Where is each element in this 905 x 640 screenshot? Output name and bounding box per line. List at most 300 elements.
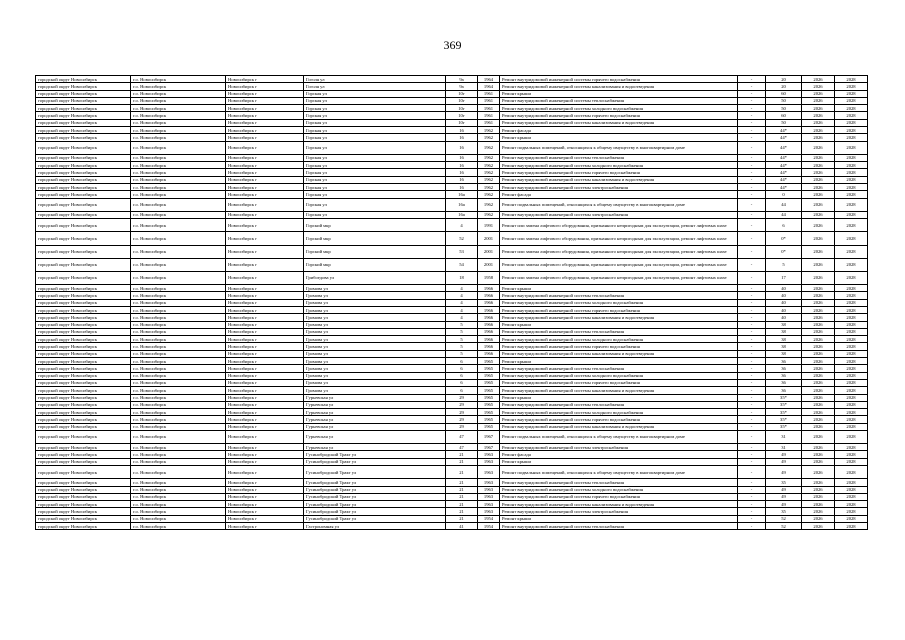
table-row xyxy=(36,501,868,508)
street-cell: Гастрономная ул xyxy=(304,523,446,530)
dash-cell: - xyxy=(738,328,766,335)
year-start-cell: 2026 xyxy=(802,299,835,306)
city-cell: Новосибирск г xyxy=(226,184,304,191)
house-number-cell: 54 xyxy=(446,258,478,271)
value-cell: 31 xyxy=(766,431,802,444)
dash-cell: - xyxy=(738,141,766,154)
value-cell: 0* xyxy=(766,245,802,258)
city-cell: Новосибирск г xyxy=(226,134,304,141)
year-end-cell: 2028 xyxy=(835,493,868,500)
district-cell: г.о. Новосибирск xyxy=(131,184,226,191)
year-end-cell: 2028 xyxy=(835,90,868,97)
table-row xyxy=(36,292,868,299)
city-cell: Новосибирск г xyxy=(226,409,304,416)
house-number-cell: 21 xyxy=(446,515,478,522)
page-number: 369 xyxy=(443,38,462,52)
year-end-cell: 2028 xyxy=(835,176,868,183)
table-row xyxy=(36,97,868,104)
district-cell: г.о. Новосибирск xyxy=(131,154,226,161)
year-end-cell: 2028 xyxy=(835,365,868,372)
value-cell: 38 xyxy=(766,343,802,350)
value-cell: 44* xyxy=(766,184,802,191)
value-cell: 36 xyxy=(766,365,802,372)
house-number-cell: 10г xyxy=(446,112,478,119)
street-cell: Громова ул xyxy=(304,292,446,299)
year-start-cell: 2026 xyxy=(802,387,835,394)
city-cell: Новосибирск г xyxy=(226,299,304,306)
district-cell: г.о. Новосибирск xyxy=(131,409,226,416)
dash-cell: - xyxy=(738,232,766,245)
year-start-cell: 2026 xyxy=(802,292,835,299)
municipality-cell: городской округ Новосибирск xyxy=(36,365,131,372)
table-row xyxy=(36,314,868,321)
value-cell: 5 xyxy=(766,258,802,271)
house-number-cell: 16а xyxy=(446,198,478,211)
year-end-cell: 2028 xyxy=(835,112,868,119)
year-cell: 1962 xyxy=(478,162,500,169)
municipality-cell: городской округ Новосибирск xyxy=(36,416,131,423)
table-row xyxy=(36,90,868,97)
municipality-cell: городской округ Новосибирск xyxy=(36,119,131,126)
year-start-cell: 2026 xyxy=(802,372,835,379)
year-end-cell: 2028 xyxy=(835,119,868,126)
table-row xyxy=(36,198,868,211)
table-row xyxy=(36,176,868,183)
year-cell: 1963 xyxy=(478,451,500,458)
year-end-cell: 2028 xyxy=(835,423,868,430)
dash-cell: - xyxy=(738,162,766,169)
year-start-cell: 2026 xyxy=(802,198,835,211)
year-cell: 1966 xyxy=(478,306,500,313)
value-cell: 36 xyxy=(766,379,802,386)
year-end-cell: 2028 xyxy=(835,83,868,90)
district-cell: г.о. Новосибирск xyxy=(131,97,226,104)
table-row xyxy=(36,271,868,284)
municipality-cell: городской округ Новосибирск xyxy=(36,394,131,401)
work-type-cell: Ремонт внутридомовой инженерной системы теплоснабжения xyxy=(500,292,738,299)
work-type-cell: Ремонт внутридомовой инженерной системы горячего водоснабжения xyxy=(500,112,738,119)
value-cell: 38 xyxy=(766,328,802,335)
value-cell: 44* xyxy=(766,176,802,183)
year-end-cell: 2028 xyxy=(835,271,868,284)
house-number-cell: 4 xyxy=(446,306,478,313)
municipality-cell: городской округ Новосибирск xyxy=(36,314,131,321)
house-number-cell: 4 xyxy=(446,299,478,306)
municipality-cell: городской округ Новосибирск xyxy=(36,451,131,458)
table-row xyxy=(36,105,868,112)
year-cell: 1962 xyxy=(478,176,500,183)
work-type-cell: Ремонт подвальных помещений, относящихся к общему имуществу в многоквартирном доме xyxy=(500,141,738,154)
house-number-cell: 21 xyxy=(446,458,478,465)
district-cell: г.о. Новосибирск xyxy=(131,76,226,83)
year-end-cell: 2028 xyxy=(835,232,868,245)
work-type-cell: Ремонт внутридомовой инженерной системы горячего водоснабжения xyxy=(500,493,738,500)
street-cell: Гурьевская ул xyxy=(304,416,446,423)
city-cell: Новосибирск г xyxy=(226,394,304,401)
house-number-cell: 53 xyxy=(446,245,478,258)
municipality-cell: городской округ Новосибирск xyxy=(36,328,131,335)
dash-cell: - xyxy=(738,314,766,321)
table-row xyxy=(36,76,868,83)
city-cell: Новосибирск г xyxy=(226,314,304,321)
house-number-cell: 16а xyxy=(446,191,478,198)
table-row xyxy=(36,258,868,271)
work-type-cell: Ремонт внутридомовой инженерной системы горячего водоснабжения xyxy=(500,169,738,176)
city-cell: Новосибирск г xyxy=(226,285,304,292)
house-number-cell: 6 xyxy=(446,387,478,394)
value-cell: 49 xyxy=(766,486,802,493)
value-cell: 50 xyxy=(766,97,802,104)
dash-cell: - xyxy=(738,245,766,258)
value-cell: 35* xyxy=(766,409,802,416)
year-end-cell: 2028 xyxy=(835,416,868,423)
year-start-cell: 2026 xyxy=(802,211,835,218)
year-cell: 1963 xyxy=(478,466,500,479)
city-cell: Новосибирск г xyxy=(226,271,304,284)
municipality-cell: городской округ Новосибирск xyxy=(36,211,131,218)
year-end-cell: 2028 xyxy=(835,154,868,161)
year-start-cell: 2026 xyxy=(802,258,835,271)
work-type-cell: Ремонт внутридомовой инженерной системы теплоснабжения xyxy=(500,365,738,372)
city-cell: Новосибирск г xyxy=(226,416,304,423)
value-cell: 44* xyxy=(766,127,802,134)
year-end-cell: 2028 xyxy=(835,379,868,386)
value-cell: 50 xyxy=(766,105,802,112)
year-end-cell: 2028 xyxy=(835,394,868,401)
district-cell: г.о. Новосибирск xyxy=(131,198,226,211)
value-cell: 44* xyxy=(766,169,802,176)
street-cell: Гусинобродский Тракт ул xyxy=(304,515,446,522)
district-cell: г.о. Новосибирск xyxy=(131,169,226,176)
district-cell: г.о. Новосибирск xyxy=(131,119,226,126)
table-row xyxy=(36,321,868,328)
year-start-cell: 2026 xyxy=(802,232,835,245)
street-cell: Горская ул xyxy=(304,169,446,176)
house-number-cell: 16 xyxy=(446,184,478,191)
value-cell: 35* xyxy=(766,423,802,430)
street-cell: Громова ул xyxy=(304,365,446,372)
municipality-cell: городской округ Новосибирск xyxy=(36,271,131,284)
work-type-cell: Ремонт крыши xyxy=(500,394,738,401)
house-number-cell: 4 xyxy=(446,292,478,299)
year-end-cell: 2028 xyxy=(835,299,868,306)
municipality-cell: городской округ Новосибирск xyxy=(36,423,131,430)
work-type-cell: Ремонт крыши xyxy=(500,134,738,141)
municipality-cell: городской округ Новосибирск xyxy=(36,444,131,451)
street-cell: Громова ул xyxy=(304,358,446,365)
street-cell: Горская ул xyxy=(304,198,446,211)
table-row xyxy=(36,336,868,343)
table-row xyxy=(36,479,868,486)
street-cell: Горская ул xyxy=(304,211,446,218)
street-cell: Гоголя ул xyxy=(304,83,446,90)
dash-cell: - xyxy=(738,105,766,112)
municipality-cell: городской округ Новосибирск xyxy=(36,387,131,394)
municipality-cell: городской округ Новосибирск xyxy=(36,458,131,465)
dash-cell: - xyxy=(738,501,766,508)
year-cell: 1965 xyxy=(478,379,500,386)
year-end-cell: 2028 xyxy=(835,258,868,271)
year-cell: 1963 xyxy=(478,479,500,486)
year-end-cell: 2028 xyxy=(835,245,868,258)
district-cell: г.о. Новосибирск xyxy=(131,292,226,299)
dash-cell: - xyxy=(738,416,766,423)
dash-cell: - xyxy=(738,90,766,97)
district-cell: г.о. Новосибирск xyxy=(131,343,226,350)
municipality-cell: городской округ Новосибирск xyxy=(36,285,131,292)
table-row xyxy=(36,523,868,530)
municipality-cell: городской округ Новосибирск xyxy=(36,299,131,306)
year-end-cell: 2028 xyxy=(835,358,868,365)
district-cell: г.о. Новосибирск xyxy=(131,423,226,430)
district-cell: г.о. Новосибирск xyxy=(131,105,226,112)
work-type-cell: Ремонт внутридомовой инженерной системы канализования и водоотведения xyxy=(500,501,738,508)
table-row xyxy=(36,299,868,306)
street-cell: Громова ул xyxy=(304,387,446,394)
value-cell: 35* xyxy=(766,394,802,401)
year-start-cell: 2026 xyxy=(802,431,835,444)
year-start-cell: 2026 xyxy=(802,76,835,83)
value-cell: 44 xyxy=(766,211,802,218)
year-start-cell: 2026 xyxy=(802,119,835,126)
year-start-cell: 2026 xyxy=(802,154,835,161)
year-start-cell: 2026 xyxy=(802,350,835,357)
year-cell: 2001 xyxy=(478,245,500,258)
work-type-cell: Ремонт внутридомовой инженерной системы теплоснабжения xyxy=(500,97,738,104)
value-cell: 17 xyxy=(766,271,802,284)
year-cell: 2001 xyxy=(478,232,500,245)
year-cell: 1966 xyxy=(478,321,500,328)
table-row xyxy=(36,328,868,335)
year-cell: 1966 xyxy=(478,314,500,321)
work-type-cell: Ремонт внутридомовой инженерной системы горячего водоснабжения xyxy=(500,306,738,313)
work-type-cell: Ремонт или замена лифтового оборудования, признанного непригодным для эксплуатации, ремонт лифтовых шахт xyxy=(500,258,738,271)
table-row xyxy=(36,365,868,372)
year-cell: 1963 xyxy=(478,493,500,500)
work-type-cell: Ремонт или замена лифтового оборудования, признанного непригодным для эксплуатации, ремонт лифтовых шахт xyxy=(500,219,738,232)
city-cell: Новосибирск г xyxy=(226,306,304,313)
dash-cell: - xyxy=(738,515,766,522)
house-number-cell: 9а xyxy=(446,76,478,83)
year-end-cell: 2028 xyxy=(835,314,868,321)
year-start-cell: 2026 xyxy=(802,479,835,486)
street-cell: Гурьевская ул xyxy=(304,409,446,416)
house-number-cell: 6 xyxy=(446,379,478,386)
house-number-cell: 21 xyxy=(446,508,478,515)
house-number-cell: 5 xyxy=(446,328,478,335)
work-type-cell: Ремонт подвальных помещений, относящихся к общему имуществу в многоквартирном доме xyxy=(500,198,738,211)
year-start-cell: 2026 xyxy=(802,134,835,141)
work-type-cell: Ремонт внутридомовой инженерной системы канализования и водоотведения xyxy=(500,119,738,126)
year-cell: 1962 xyxy=(478,127,500,134)
district-cell: г.о. Новосибирск xyxy=(131,258,226,271)
year-end-cell: 2028 xyxy=(835,444,868,451)
year-cell: 1966 xyxy=(478,285,500,292)
year-cell: 1961 xyxy=(478,97,500,104)
year-end-cell: 2028 xyxy=(835,191,868,198)
year-cell: 1966 xyxy=(478,350,500,357)
year-cell: 1954 xyxy=(478,523,500,530)
municipality-cell: городской округ Новосибирск xyxy=(36,350,131,357)
district-cell: г.о. Новосибирск xyxy=(131,486,226,493)
house-number-cell: 16 xyxy=(446,176,478,183)
work-type-cell: Ремонт внутридомовой инженерной системы канализования и водоотведения xyxy=(500,423,738,430)
house-number-cell: 16 xyxy=(446,169,478,176)
dash-cell: - xyxy=(738,112,766,119)
table-row xyxy=(36,343,868,350)
work-type-cell: Ремонт внутридомовой инженерной системы горячего водоснабжения xyxy=(500,343,738,350)
dash-cell: - xyxy=(738,211,766,218)
year-end-cell: 2028 xyxy=(835,523,868,530)
municipality-cell: городской округ Новосибирск xyxy=(36,486,131,493)
municipality-cell: городской округ Новосибирск xyxy=(36,466,131,479)
house-number-cell: 41 xyxy=(446,523,478,530)
house-number-cell: 21 xyxy=(446,479,478,486)
municipality-cell: городской округ Новосибирск xyxy=(36,83,131,90)
dash-cell: - xyxy=(738,350,766,357)
table-row xyxy=(36,515,868,522)
work-type-cell: Ремонт фасада xyxy=(500,127,738,134)
year-start-cell: 2026 xyxy=(802,245,835,258)
city-cell: Новосибирск г xyxy=(226,219,304,232)
district-cell: г.о. Новосибирск xyxy=(131,451,226,458)
year-start-cell: 2026 xyxy=(802,141,835,154)
district-cell: г.о. Новосибирск xyxy=(131,83,226,90)
street-cell: Горская ул xyxy=(304,154,446,161)
street-cell: Громова ул xyxy=(304,321,446,328)
year-start-cell: 2026 xyxy=(802,444,835,451)
street-cell: Гусинобродский Тракт ул xyxy=(304,479,446,486)
value-cell: 36 xyxy=(766,372,802,379)
table-row xyxy=(36,184,868,191)
city-cell: Новосибирск г xyxy=(226,141,304,154)
year-end-cell: 2028 xyxy=(835,306,868,313)
district-cell: г.о. Новосибирск xyxy=(131,134,226,141)
value-cell: 38 xyxy=(766,350,802,357)
city-cell: Новосибирск г xyxy=(226,245,304,258)
table-row xyxy=(36,372,868,379)
city-cell: Новосибирск г xyxy=(226,523,304,530)
table-row xyxy=(36,358,868,365)
house-number-cell: 10г xyxy=(446,97,478,104)
table-row xyxy=(36,119,868,126)
year-start-cell: 2026 xyxy=(802,271,835,284)
dash-cell: - xyxy=(738,387,766,394)
municipality-cell: городской округ Новосибирск xyxy=(36,508,131,515)
year-start-cell: 2026 xyxy=(802,219,835,232)
year-cell: 1965 xyxy=(478,365,500,372)
district-cell: г.о. Новосибирск xyxy=(131,271,226,284)
municipality-cell: городской округ Новосибирск xyxy=(36,258,131,271)
year-start-cell: 2026 xyxy=(802,343,835,350)
year-start-cell: 2026 xyxy=(802,466,835,479)
street-cell: Горский мкр xyxy=(304,258,446,271)
year-end-cell: 2028 xyxy=(835,409,868,416)
year-start-cell: 2026 xyxy=(802,184,835,191)
value-cell: 31 xyxy=(766,444,802,451)
city-cell: Новосибирск г xyxy=(226,154,304,161)
year-cell: 1965 xyxy=(478,423,500,430)
district-cell: г.о. Новосибирск xyxy=(131,458,226,465)
year-end-cell: 2028 xyxy=(835,169,868,176)
city-cell: Новосибирск г xyxy=(226,162,304,169)
house-number-cell: 4 xyxy=(446,314,478,321)
year-end-cell: 2028 xyxy=(835,211,868,218)
dash-cell: - xyxy=(738,343,766,350)
house-number-cell: 16 xyxy=(446,134,478,141)
street-cell: Гурьевская ул xyxy=(304,431,446,444)
municipality-cell: городской округ Новосибирск xyxy=(36,523,131,530)
city-cell: Новосибирск г xyxy=(226,76,304,83)
house-number-cell: 21 xyxy=(446,493,478,500)
municipality-cell: городской округ Новосибирск xyxy=(36,219,131,232)
table-row xyxy=(36,112,868,119)
street-cell: Гоголя ул xyxy=(304,76,446,83)
work-type-cell: Ремонт внутридомовой инженерной системы холодного водоснабжения xyxy=(500,162,738,169)
dash-cell: - xyxy=(738,97,766,104)
value-cell: 40 xyxy=(766,285,802,292)
street-cell: Гусинобродский Тракт ул xyxy=(304,466,446,479)
work-type-cell: Ремонт внутридомовой инженерной системы канализования и водоотведения xyxy=(500,314,738,321)
dash-cell: - xyxy=(738,299,766,306)
district-cell: г.о. Новосибирск xyxy=(131,394,226,401)
value-cell: 49 xyxy=(766,501,802,508)
city-cell: Новосибирск г xyxy=(226,431,304,444)
value-cell: 60 xyxy=(766,90,802,97)
year-end-cell: 2028 xyxy=(835,328,868,335)
value-cell: 49 xyxy=(766,451,802,458)
municipality-cell: городской округ Новосибирск xyxy=(36,198,131,211)
house-number-cell: 4 xyxy=(446,285,478,292)
year-cell: 1961 xyxy=(478,119,500,126)
street-cell: Горская ул xyxy=(304,119,446,126)
municipality-cell: городской округ Новосибирск xyxy=(36,232,131,245)
city-cell: Новосибирск г xyxy=(226,112,304,119)
value-cell: 6 xyxy=(766,219,802,232)
year-end-cell: 2028 xyxy=(835,141,868,154)
table-row xyxy=(36,211,868,218)
value-cell: 0* xyxy=(766,232,802,245)
dash-cell: - xyxy=(738,76,766,83)
work-type-cell: Ремонт крыши xyxy=(500,285,738,292)
year-cell: 1962 xyxy=(478,154,500,161)
house-number-cell: 4 xyxy=(446,219,478,232)
district-cell: г.о. Новосибирск xyxy=(131,321,226,328)
city-cell: Новосибирск г xyxy=(226,90,304,97)
year-end-cell: 2028 xyxy=(835,479,868,486)
dash-cell: - xyxy=(738,444,766,451)
dash-cell: - xyxy=(738,479,766,486)
municipality-cell: городской округ Новосибирск xyxy=(36,321,131,328)
district-cell: г.о. Новосибирск xyxy=(131,358,226,365)
house-number-cell: 16 xyxy=(446,162,478,169)
municipality-cell: городской округ Новосибирск xyxy=(36,97,131,104)
house-number-cell: 29 xyxy=(446,409,478,416)
district-cell: г.о. Новосибирск xyxy=(131,232,226,245)
house-number-cell: 6 xyxy=(446,358,478,365)
street-cell: Громова ул xyxy=(304,306,446,313)
year-end-cell: 2028 xyxy=(835,321,868,328)
municipality-cell: городской округ Новосибирск xyxy=(36,169,131,176)
year-start-cell: 2026 xyxy=(802,508,835,515)
dash-cell: - xyxy=(738,292,766,299)
year-end-cell: 2028 xyxy=(835,508,868,515)
year-start-cell: 2026 xyxy=(802,394,835,401)
district-cell: г.о. Новосибирск xyxy=(131,379,226,386)
table-row xyxy=(36,387,868,394)
year-cell: 1961 xyxy=(478,105,500,112)
year-start-cell: 2026 xyxy=(802,486,835,493)
